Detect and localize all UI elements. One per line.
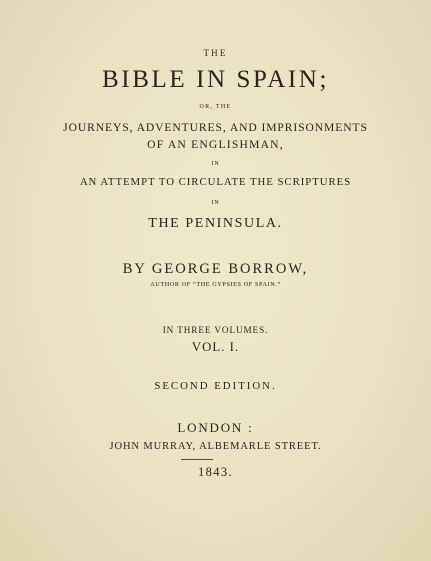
year-rule [181,459,213,460]
publication-year: 1843. [197,465,234,479]
subtitle-line-1: JOURNEYS, ADVENTURES, AND IMPRISONMENTS [63,121,368,134]
in-connector-2: IN [211,200,220,206]
publication-city: LONDON : [177,420,254,435]
volumes-note: IN THREE VOLUMES. [162,325,269,335]
peninsula-line: THE PENINSULA. [148,216,283,231]
volume-number: VOL. I. [191,340,240,354]
the-heading: THE [203,48,228,58]
subtitle-line-2: OF AN ENGLISHMAN, [147,138,284,151]
edition-note: SECOND EDITION. [154,380,277,392]
author-credit: AUTHOR OF “THE GYPSIES OF SPAIN.” [150,281,281,288]
publisher-line: JOHN MURRAY, ALBEMARLE STREET. [109,441,322,452]
in-connector-1: IN [211,161,220,167]
attempt-line: AN ATTEMPT TO CIRCULATE THE SCRIPTURES [79,176,352,188]
or-the-connector: OR, THE [199,104,232,110]
book-title: BIBLE IN SPAIN; [102,66,329,93]
author-name: BY GEORGE BORROW, [122,261,309,277]
